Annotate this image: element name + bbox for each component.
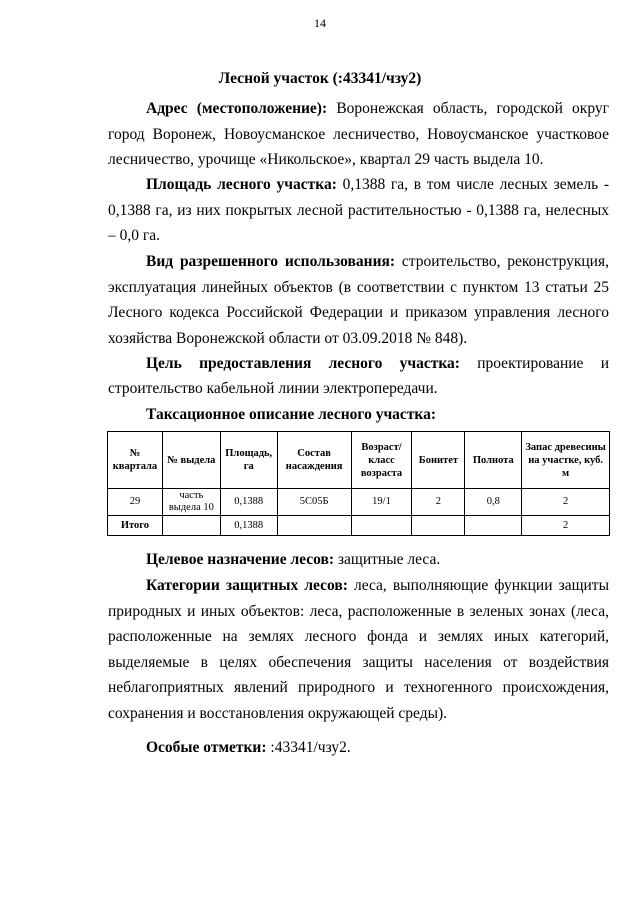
header-bonitet: Бонитет [412, 432, 465, 489]
target-text: защитные леса. [334, 551, 441, 568]
header-vydel: № выдела [162, 432, 220, 489]
section-title: Лесной участок (:43341/чзу2) [218, 70, 422, 87]
table-row: 29 часть выдела 10 0,1388 5С05Б 19/1 2 0,8 2 [108, 489, 610, 516]
categories-label: Категории защитных лесов: [146, 577, 348, 594]
address-label: Адрес (местоположение): [146, 100, 328, 117]
purpose-text-line1: проектирование и [459, 355, 609, 372]
table-header-row [108, 432, 610, 489]
use-label: Вид разрешенного использования: [146, 253, 396, 270]
area-paragraph [108, 172, 609, 249]
header-composition: Состав насаждения [277, 432, 351, 489]
taxation-table [107, 431, 610, 536]
purpose-paragraph-cont [108, 376, 609, 402]
tax-description-heading: Таксационное описание лесного участка: [146, 406, 437, 423]
purpose-label: Цель предоставления лесного участка: [146, 355, 460, 372]
purpose-text-line2: строительство кабельной линии электропередачи. [108, 380, 438, 397]
header-age: Возраст/ класс возраста [351, 432, 412, 489]
header-stock: Запас древесины на участке, куб. м [522, 432, 610, 489]
use-text: строительство, реконструкция, эксплуатация линейных объектов (в соответствии с пунктом 13 статьи 25 Лесного кодекса Российской Федерации и приказом управления лесного хозяйства Воронежской области от 03.09.2018 № 848). [108, 253, 609, 347]
area-text: 0,1388 га, в том числе лесных земель - 0,1388 га, из них покрытых лесной растительностью - 0,1388 га, нелесных – 0,0 га. [108, 176, 610, 244]
header-kvartal: № квартала [108, 432, 163, 489]
area-label: Площадь лесного участка: [146, 176, 337, 193]
notes-paragraph [108, 735, 609, 761]
use-paragraph [108, 249, 609, 351]
purpose-paragraph [108, 351, 609, 377]
address-paragraph [108, 96, 609, 173]
address-text: Воронежская область, городской округ город Воронеж, Новоусманское лесничество, Новоусманское участковое лесничество, урочище «Никольское», квартал 29 часть выдела 10. [108, 100, 609, 168]
target-label: Целевое назначение лесов: [146, 551, 335, 568]
notes-text: :43341/чзу2. [266, 739, 351, 756]
header-area: Площадь, га [220, 432, 277, 489]
page-number: 14 [314, 16, 326, 30]
header-density: Полнота [465, 432, 522, 489]
categories-paragraph [108, 573, 609, 726]
target-paragraph [108, 547, 609, 573]
table-total-row: Итого 0,1388 2 [108, 516, 610, 536]
notes-label: Особые отметки: [146, 739, 267, 756]
categories-text: леса, выполняющие функции защиты природных и иных объектов: леса, расположенные в зеленых зонах (леса, расположенные на землях лесного фонда и землях иных категорий, выделяемые в целях обеспечения защиты населения от воздействия неблагоприятных явлений природного и техногенного происхождения, сохранения и восстановления окружающей среды). [108, 577, 609, 722]
